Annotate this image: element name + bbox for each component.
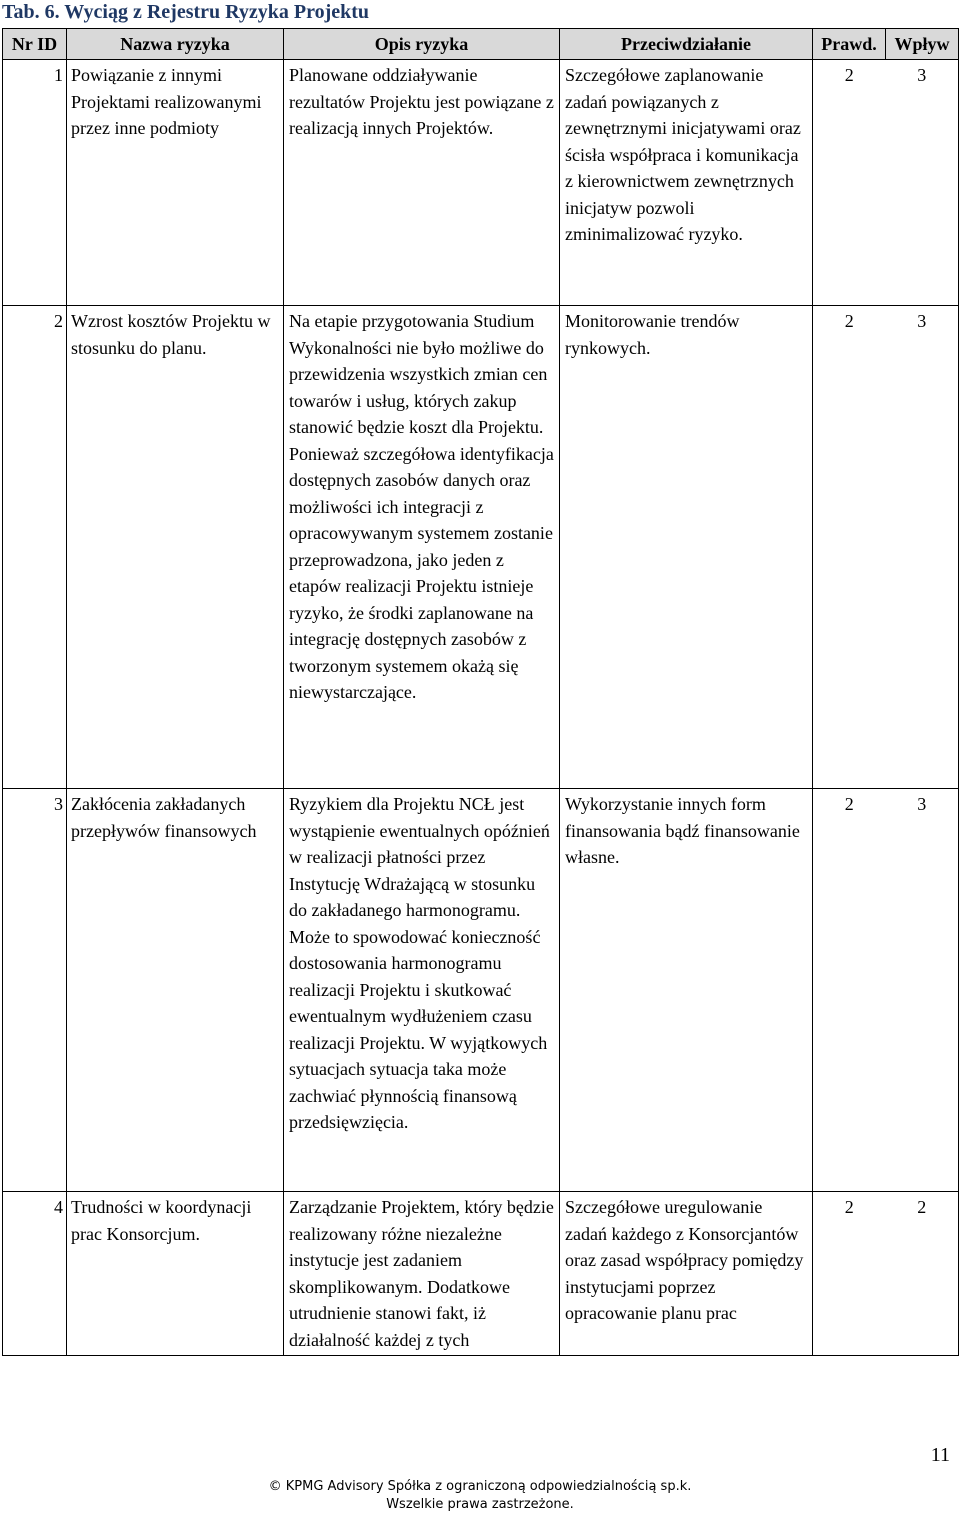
cell-risk-name: Zakłócenia zakładanych przepływów finansowych (67, 789, 284, 1192)
cell-nr-id: 1 (3, 60, 67, 306)
cell-risk-name: Wzrost kosztów Projektu w stosunku do planu. (67, 306, 284, 789)
cell-risk-description: Na etapie przygotowania Studium Wykonalności nie było możliwe do przewidzenia wszystkich zmian cen towarów i usług, których zakup stanowić będzie koszt dla Projektu. Ponieważ szczegółowa identyfikacja dostępnych zasobów danych oraz możliwości ich integracji z opracowywanym systemem zostanie przeprowadzona, jako jeden z etapów realizacji Projektu istnieje ryzyko, że środki zaplanowane na integrację dostępnych zasobów z tworzonym systemem okażą się niewystarczające. (284, 306, 560, 789)
cell-impact: 3 (917, 65, 927, 85)
table-header-row (3, 29, 959, 60)
header-impact: Wpływ (886, 29, 959, 60)
cell-nr-id: 4 (3, 1192, 67, 1356)
cell-prob-impact (813, 60, 959, 306)
cell-nr-id: 3 (3, 789, 67, 1192)
cell-mitigation: Wykorzystanie innych form finansowania bądź finansowanie własne. (560, 789, 813, 1192)
cell-risk-name: Powiązanie z innymi Projektami realizowanymi przez inne podmioty (67, 60, 284, 306)
cell-risk-description: Planowane oddziaływanie rezultatów Projektu jest powiązane z realizacją innych Projektów. (284, 60, 560, 306)
cell-prob-impact (813, 789, 959, 1192)
cell-risk-name: Trudności w koordynacji prac Konsorcjum. (67, 1192, 284, 1356)
table-row (3, 60, 959, 306)
header-nr-id: Nr ID (3, 29, 67, 60)
table-row (3, 306, 959, 789)
header-mitigation: Przeciwdziałanie (560, 29, 813, 60)
cell-probability: 2 (844, 1197, 854, 1217)
cell-impact: 2 (917, 1197, 927, 1217)
cell-risk-description: Zarządzanie Projektem, który będzie realizowany różne niezależne instytucje jest zadaniem skomplikowanym. Dodatkowe utrudnienie stanowi fakt, iż działalność każdej z tych (284, 1192, 560, 1356)
table-title: Tab. 6. Wyciąg z Rejestru Ryzyka Projektu (2, 1, 370, 23)
cell-prob-impact (813, 1192, 959, 1356)
header-risk-description: Opis ryzyka (284, 29, 560, 60)
cell-nr-id: 2 (3, 306, 67, 789)
cell-probability: 2 (844, 65, 854, 85)
cell-risk-description: Ryzykiem dla Projektu NCŁ jest wystąpienie ewentualnych opóźnień w realizacji płatności przez Instytucję Wdrażającą w stosunku do zakładanego harmonogramu. Może to spowodować konieczność dostosowania harmonogramu realizacji Projektu i skutkować ewentualnym wydłużeniem czasu realizacji Projektu. W wyjątkowych sytuacjach sytuacja taka może zachwiać płynnością finansową przedsięwzięcia. (284, 789, 560, 1192)
cell-probability: 2 (844, 794, 854, 814)
cell-probability: 2 (844, 311, 854, 331)
cell-mitigation: Szczegółowe zaplanowanie zadań powiązanych z zewnętrznymi inicjatywami oraz ścisła współpraca i komunikacja z kierownictwem zewnętrznych inicjatyw pozwoli zminimalizować ryzyko. (560, 60, 813, 306)
cell-impact: 3 (917, 311, 927, 331)
cell-mitigation: Monitorowanie trendów rynkowych. (560, 306, 813, 789)
cell-prob-impact (813, 306, 959, 789)
header-probability: Prawd. (813, 29, 886, 60)
cell-impact: 3 (917, 794, 927, 814)
risk-register-table (2, 28, 959, 1356)
page-number: 11 (930, 1444, 950, 1466)
footer-copyright: © KPMG Advisory Spółka z ograniczoną odpowiedzialnością sp.k. (268, 1479, 692, 1494)
footer-rights: Wszelkie prawa zastrzeżone. (386, 1497, 574, 1512)
cell-mitigation: Szczegółowe uregulowanie zadań każdego z Konsorcjantów oraz zasad współpracy pomiędzy instytucjami poprzez opracowanie planu prac (560, 1192, 813, 1356)
table-row (3, 789, 959, 1192)
table-row (3, 1192, 959, 1356)
header-risk-name: Nazwa ryzyka (67, 29, 284, 60)
